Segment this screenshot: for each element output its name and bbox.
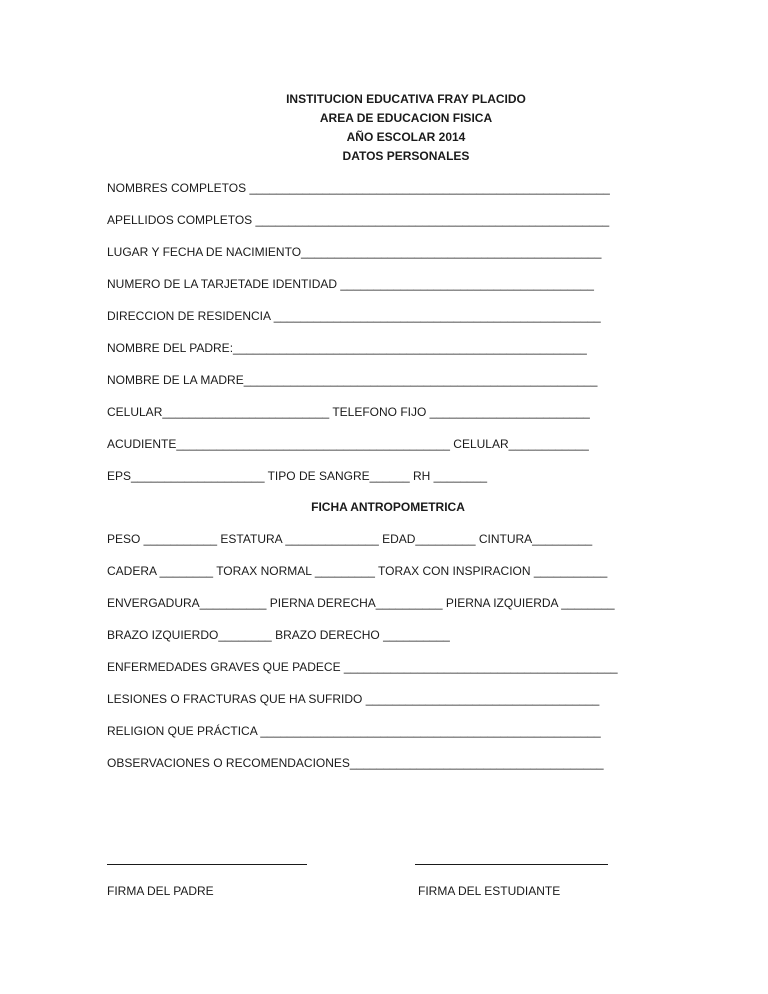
peso-field[interactable]: PESO ___________ ESTATURA ______________ EDAD_________ CINTURA_________ — [107, 532, 593, 546]
area-name: AREA DE EDUCACION FISICA — [319, 111, 493, 125]
brazo-field[interactable]: BRAZO IZQUIERDO________ BRAZO DERECHO __________ — [107, 628, 450, 642]
apellidos-field[interactable]: APELLIDOS COMPLETOS _____________________________________________________ — [107, 213, 610, 227]
celular-telefono-field[interactable]: CELULAR_________________________ TELEFONO FIJO ________________________ — [107, 405, 590, 419]
enfermedades-field[interactable]: ENFERMEDADES GRAVES QUE PADECE _________________________________________ — [107, 660, 618, 674]
signature-label-estudiante: FIRMA DEL ESTUDIANTE — [418, 884, 561, 898]
signature-label-padre: FIRMA DEL PADRE — [107, 884, 214, 898]
institution-name: INSTITUCION EDUCATIVA FRAY PLACIDO — [286, 92, 526, 106]
religion-field[interactable]: RELIGION QUE PRÁCTICA ___________________________________________________ — [107, 724, 601, 738]
tarjeta-field[interactable]: NUMERO DE LA TARJETADE IDENTIDAD ______________________________________ — [107, 277, 594, 291]
cadera-field[interactable]: CADERA ________ TORAX NORMAL _________ TORAX CON INSPIRACION ___________ — [107, 564, 608, 578]
madre-field[interactable]: NOMBRE DE LA MADRE_____________________________________________________ — [107, 373, 598, 387]
signature-line-estudiante[interactable] — [415, 864, 608, 865]
direccion-field[interactable]: DIRECCION DE RESIDENCIA _________________________________________________ — [107, 309, 601, 323]
observaciones-field[interactable]: OBSERVACIONES O RECOMENDACIONES______________________________________ — [107, 756, 604, 770]
nombres-field[interactable]: NOMBRES COMPLETOS ______________________________________________________ — [107, 181, 610, 195]
acudiente-field[interactable]: ACUDIENTE_________________________________________ CELULAR____________ — [107, 437, 589, 451]
signature-line-padre[interactable] — [107, 864, 307, 865]
section-title-personal: DATOS PERSONALES — [342, 149, 470, 163]
school-year: AÑO ESCOLAR 2014 — [346, 130, 466, 144]
envergadura-field[interactable]: ENVERGADURA__________ PIERNA DERECHA__________ PIERNA IZQUIERDA ________ — [107, 596, 615, 610]
padre-field[interactable]: NOMBRE DEL PADRE:_____________________________________________________ — [107, 341, 587, 355]
section-title-ficha: FICHA ANTROPOMETRICA — [311, 500, 465, 514]
form-header — [0, 90, 768, 166]
eps-field[interactable]: EPS____________________ TIPO DE SANGRE______ RH ________ — [107, 469, 488, 483]
lesiones-field[interactable]: LESIONES O FRACTURAS QUE HA SUFRIDO ___________________________________ — [107, 692, 600, 706]
lugar-fecha-field[interactable]: LUGAR Y FECHA DE NACIMIENTO_____________________________________________ — [107, 245, 602, 259]
